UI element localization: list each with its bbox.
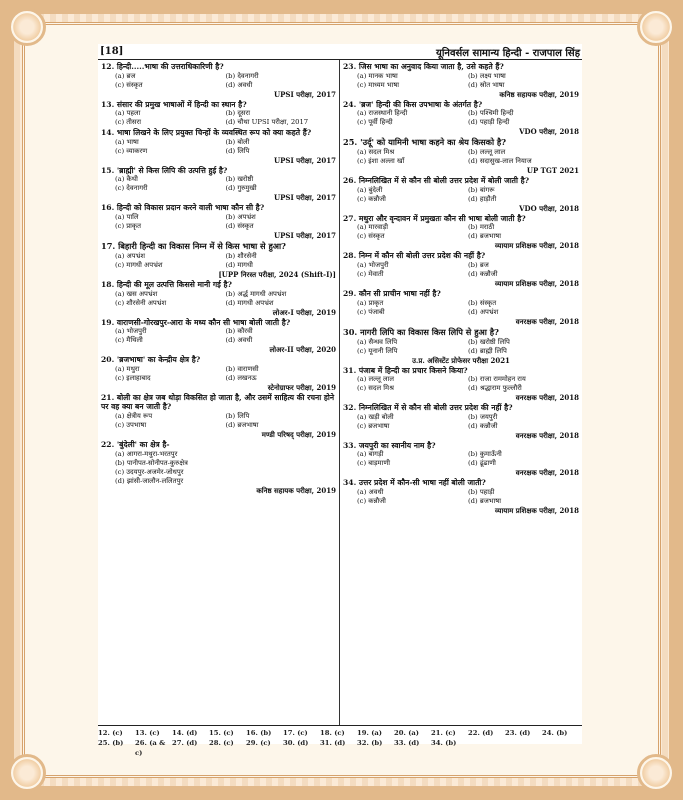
option: (d) अवधी bbox=[225, 80, 253, 89]
option: (d) चौथा UPSI परीक्षा, 2017 bbox=[225, 118, 309, 127]
option: (b) अपभ्रंश bbox=[225, 212, 256, 221]
question-block bbox=[101, 241, 336, 279]
option: (d) स्रोत भाषा bbox=[468, 80, 505, 89]
option: (d) ढूंढाणी bbox=[468, 459, 496, 468]
exam-source: वनरक्षक परीक्षा, 2018 bbox=[515, 468, 579, 478]
option: (b) संस्कृत bbox=[468, 298, 497, 307]
answer-item: 17. (c) bbox=[283, 729, 308, 737]
exam-source: व्यायाम प्रशिक्षक परीक्षा, 2018 bbox=[495, 505, 579, 515]
question-block bbox=[101, 440, 336, 495]
option: (c) प्राकृत bbox=[115, 221, 141, 230]
option: (c) तीसरा bbox=[115, 118, 142, 127]
question-number: 25. bbox=[343, 137, 361, 148]
option: (c) बाड़माणी bbox=[357, 459, 391, 468]
option: (d) श्रद्धाराम फुल्लौरी bbox=[468, 384, 522, 393]
exam-source: उ.प्र. असिस्टेंट प्रोफेसर परीक्षा 2021 bbox=[412, 355, 510, 365]
option: (c) उपभाषा bbox=[115, 420, 147, 429]
question-text bbox=[101, 241, 336, 252]
question-text bbox=[343, 289, 579, 299]
answer-item: 31. (d) bbox=[320, 739, 346, 747]
question-text bbox=[343, 176, 579, 186]
question-prompt: जयपुरी का स्वानीय नाम है? bbox=[358, 440, 436, 450]
question-prompt: संसार की प्रमुख भाषाओं में हिन्दी का स्थान है? bbox=[116, 99, 247, 109]
question-prompt: वाराणसी-गोरखपुर-आरा के मध्य कौन सी भाषा बोली जाती है? bbox=[116, 317, 291, 327]
option: (b) बोली bbox=[225, 137, 250, 146]
option: (d) पहाड़ी हिन्दी bbox=[468, 118, 510, 127]
options-grid bbox=[343, 223, 579, 241]
option: (b) ब्रज bbox=[468, 260, 489, 269]
options-grid bbox=[101, 252, 336, 270]
answer-key bbox=[98, 725, 582, 758]
options-grid bbox=[101, 450, 336, 486]
question-number: 27. bbox=[343, 213, 359, 223]
option: (a) पहला bbox=[115, 109, 141, 118]
question-prompt: 'बुंदेली' का क्षेत्र है- bbox=[116, 439, 170, 449]
question-block bbox=[101, 62, 336, 99]
question-prompt: हिन्दी.....भाषा की उत्तराधिकारिणी है? bbox=[116, 62, 224, 71]
question-prompt: उत्तर प्रदेश में कौन-सी भाषा नहीं बोली जाती? bbox=[358, 478, 486, 488]
question-text bbox=[343, 214, 579, 224]
question-number: 31. bbox=[343, 365, 359, 375]
options-grid bbox=[101, 327, 336, 345]
question-number: 24. bbox=[343, 99, 359, 109]
options-grid bbox=[101, 412, 336, 430]
question-prompt: 'ब्रज' हिन्दी की किस उपभाषा के अंतर्गत है? bbox=[358, 99, 483, 109]
question-number: 22. bbox=[101, 439, 117, 449]
answer-item: 26. (a & c) bbox=[135, 739, 166, 757]
answer-item: 14. (d) bbox=[172, 729, 198, 737]
option: (a) मारवाड़ी bbox=[357, 223, 389, 232]
answer-item: 13. (c) bbox=[135, 729, 160, 737]
option: (a) क्षेत्रीय रूप bbox=[115, 411, 153, 420]
question-number: 14. bbox=[101, 128, 117, 138]
option: (c) शौरसेनी अपभ्रंश bbox=[115, 298, 167, 307]
option: (a) कैथी bbox=[115, 175, 138, 184]
question-text bbox=[343, 366, 579, 376]
question-text bbox=[101, 203, 336, 213]
question-number: 21. bbox=[101, 392, 117, 402]
question-block bbox=[101, 166, 336, 203]
question-prompt: 'ब्राह्मी' से किस लिपि की उत्पत्ति हुई है? bbox=[116, 165, 228, 175]
option: (a) भोजपुरी bbox=[115, 327, 147, 336]
answer-item: 30. (d) bbox=[283, 739, 309, 747]
option: (c) संस्कृत bbox=[115, 80, 143, 89]
option: (a) बुंदेली bbox=[357, 185, 383, 194]
options-grid bbox=[101, 365, 336, 383]
option: (a) ब्रज bbox=[115, 71, 136, 80]
option: (d) लखनऊ bbox=[225, 373, 257, 382]
question-number: 13. bbox=[101, 99, 117, 109]
option: (c) देवनागरी bbox=[115, 184, 148, 193]
exam-source: VDO परीक्षा, 2018 bbox=[519, 203, 579, 213]
option: (a) सदल मिश्र bbox=[357, 148, 395, 157]
options-grid bbox=[101, 138, 336, 156]
question-prompt: मथुरा और वृन्दावन में प्रमुखतः कौन सी भाषा बोली जाती है? bbox=[358, 213, 526, 223]
question-prompt: हिन्दी को विकास प्रदान करने वाली भाषा कौन सी है? bbox=[116, 203, 265, 213]
question-number: 28. bbox=[343, 251, 359, 261]
answer-item: 12. (c) bbox=[98, 729, 123, 737]
answer-row bbox=[98, 738, 582, 758]
question-block bbox=[101, 203, 336, 240]
option: (c) इलाहाबाद bbox=[115, 373, 151, 382]
option: (c) मैथिली bbox=[115, 336, 143, 345]
option: (c) ब्रजभाषा bbox=[357, 421, 390, 430]
question-block bbox=[343, 214, 579, 251]
question-block bbox=[101, 280, 336, 317]
question-block bbox=[343, 403, 579, 440]
option: (b) खरोष्ठी bbox=[225, 175, 254, 184]
question-block bbox=[343, 251, 579, 288]
options-grid bbox=[343, 299, 579, 317]
exam-source: मण्डी परिषद् परीक्षा, 2019 bbox=[261, 429, 336, 439]
option: (d) लिपि bbox=[225, 146, 250, 155]
exam-source: स्टेनोग्राफर परीक्षा, 2019 bbox=[267, 382, 336, 392]
question-prompt: जिस भाषा का अनुवाद किया जाता है, उसे कहते हैं? bbox=[358, 62, 504, 71]
question-number: 16. bbox=[101, 203, 117, 213]
option: (d) झांसी-जालौन-ललितपुर bbox=[115, 476, 184, 485]
option: (d) ब्रजभाषा bbox=[225, 420, 259, 429]
option: (b) पानीपत-सोनीपत-कुरुक्षेत्र bbox=[115, 458, 188, 467]
question-block bbox=[343, 366, 579, 403]
option: (c) संस्कृत bbox=[357, 232, 385, 241]
options-grid bbox=[101, 175, 336, 193]
option: (c) इंशा अल्ला खाँ bbox=[357, 157, 405, 166]
question-block bbox=[343, 289, 579, 326]
option: (b) पश्चिमी हिन्दी bbox=[468, 109, 514, 118]
left-column bbox=[98, 60, 340, 725]
answer-item: 22. (d) bbox=[468, 729, 494, 737]
corner-ornament-icon bbox=[637, 754, 675, 792]
question-text bbox=[343, 251, 579, 261]
options-grid bbox=[101, 290, 336, 308]
option: (a) खस अपभ्रंश bbox=[115, 289, 158, 298]
question-prompt: निम्न में कौन सी बोली उत्तर प्रदेश की नहीं है? bbox=[358, 251, 486, 261]
question-prompt: निम्नलिखित में से कौन सी बोली उत्तर प्रदेश में बोली जाती है? bbox=[358, 176, 530, 186]
options-grid bbox=[101, 213, 336, 231]
exam-source: [UPP निरस्त परीक्षा, 2024 (Shift-I)] bbox=[218, 269, 336, 279]
option: (b) राजा राममोहन राय bbox=[468, 375, 526, 384]
exam-source: UPSI परीक्षा, 2017 bbox=[274, 193, 336, 203]
question-number: 17. bbox=[101, 240, 119, 251]
option: (b) लक्ष्य भाषा bbox=[468, 71, 506, 80]
answer-item: 32. (b) bbox=[357, 739, 383, 747]
option: (c) व्याकरण bbox=[115, 146, 148, 155]
question-number: 15. bbox=[101, 165, 117, 175]
question-number: 34. bbox=[343, 478, 359, 488]
option: (c) पंजाबी bbox=[357, 307, 385, 316]
question-text bbox=[101, 100, 336, 110]
question-text bbox=[343, 441, 579, 451]
question-block bbox=[101, 393, 336, 439]
option: (b) कौरवी bbox=[225, 327, 253, 336]
option: (a) खड़ी बोली bbox=[357, 412, 394, 421]
options-grid bbox=[343, 338, 579, 356]
question-text bbox=[343, 62, 579, 72]
options-grid bbox=[343, 450, 579, 468]
answer-item: 16. (b) bbox=[246, 729, 272, 737]
question-number: 20. bbox=[101, 355, 117, 365]
option: (a) सैन्धव लिपि bbox=[357, 337, 398, 346]
option: (c) पूर्वी हिन्दी bbox=[357, 118, 393, 127]
exam-source: वनरक्षक परीक्षा, 2018 bbox=[515, 393, 579, 403]
options-grid bbox=[343, 72, 579, 90]
exam-source: UPSI परीक्षा, 2017 bbox=[274, 89, 336, 99]
question-block bbox=[343, 176, 579, 213]
option: (c) उदयपुर-अजमेर-जोधपुर bbox=[115, 467, 184, 476]
question-text bbox=[101, 393, 336, 412]
question-text bbox=[101, 355, 336, 365]
option: (d) ब्रजभाषा bbox=[468, 232, 501, 241]
answer-item: 27. (d) bbox=[172, 739, 198, 747]
option: (b) दूसरा bbox=[225, 109, 251, 118]
option: (c) कन्नौजी bbox=[357, 496, 386, 505]
option: (d) गुरुमुखी bbox=[225, 184, 257, 193]
question-block bbox=[101, 128, 336, 165]
question-prompt: निम्नलिखित में से कौन सी बोली उत्तर प्रदेश की नहीं है? bbox=[358, 403, 513, 413]
option: (d) संस्कृत bbox=[225, 221, 254, 230]
answer-item: 28. (c) bbox=[209, 739, 234, 747]
option: (d) ब्रजभाषा bbox=[468, 496, 501, 505]
question-text bbox=[343, 327, 579, 338]
question-text bbox=[343, 100, 579, 110]
option: (b) पहाड़ी bbox=[468, 487, 495, 496]
question-text bbox=[101, 62, 336, 72]
answer-row bbox=[98, 728, 582, 738]
question-text bbox=[101, 128, 336, 138]
page-number: [18] bbox=[100, 46, 124, 57]
option: (a) अपभ्रंश bbox=[115, 251, 145, 260]
question-text bbox=[343, 403, 579, 413]
option: (d) मागधी bbox=[225, 260, 253, 269]
question-prompt: नागरी लिपि का विकास किस लिपि से हुआ है? bbox=[360, 326, 499, 337]
question-text bbox=[101, 280, 336, 290]
exam-source: वनरक्षक परीक्षा, 2018 bbox=[515, 316, 579, 326]
answer-item: 33. (d) bbox=[394, 739, 420, 747]
exam-source: UPSI परीक्षा, 2017 bbox=[274, 155, 336, 165]
question-number: 33. bbox=[343, 440, 359, 450]
option: (c) सदल मिश्र bbox=[357, 384, 394, 393]
options-grid bbox=[343, 261, 579, 279]
question-prompt: 'उर्दू' को यामिनी भाषा कहने का श्रेय किसको है? bbox=[360, 137, 507, 148]
exam-source: UPSI परीक्षा, 2017 bbox=[274, 230, 336, 240]
question-block bbox=[343, 137, 579, 175]
question-number: 19. bbox=[101, 317, 117, 327]
answer-item: 25. (b) bbox=[98, 739, 124, 747]
option: (c) कन्नौजी bbox=[357, 194, 386, 203]
question-number: 23. bbox=[343, 62, 359, 71]
option: (b) वाराणसी bbox=[225, 364, 259, 373]
options-grid bbox=[343, 413, 579, 431]
question-number: 18. bbox=[101, 279, 117, 289]
question-block bbox=[343, 441, 579, 478]
question-prompt: कौन सी प्राचीन भाषा नहीं है? bbox=[358, 288, 441, 298]
answer-item: 20. (a) bbox=[394, 729, 420, 737]
option: (a) आगरा-मथुरा-भरतपुर bbox=[115, 449, 178, 458]
option: (b) शौरसेनी bbox=[225, 251, 257, 260]
question-text bbox=[101, 440, 336, 450]
option: (d) हाड़ौती bbox=[468, 194, 497, 203]
option: (a) लल्लू लाल bbox=[357, 375, 394, 384]
exam-source: वनरक्षक परीक्षा, 2018 bbox=[515, 430, 579, 440]
question-block bbox=[343, 478, 579, 515]
question-block bbox=[101, 100, 336, 128]
options-grid bbox=[101, 109, 336, 127]
question-text bbox=[343, 478, 579, 488]
exam-source: लोअर-I परीक्षा, 2019 bbox=[272, 307, 336, 317]
question-prompt: 'ब्रजभाषा' का केन्द्रीय क्षेत्र है? bbox=[116, 355, 201, 365]
question-prompt: हिन्दी की मूल उत्पत्ति किससे मानी गई है? bbox=[116, 279, 232, 289]
exam-source: VDO परीक्षा, 2018 bbox=[519, 127, 579, 137]
option: (a) भाषा bbox=[115, 137, 139, 146]
option: (c) मागधी अपभ्रंश bbox=[115, 260, 163, 269]
exam-source: व्यायाम प्रशिक्षक परीक्षा, 2018 bbox=[495, 278, 579, 288]
options-grid bbox=[343, 488, 579, 506]
option: (c) माध्यम भाषा bbox=[357, 80, 400, 89]
question-prompt: पंजाब में हिन्दी का प्रचार किसने किया? bbox=[358, 365, 468, 375]
question-number: 30. bbox=[343, 326, 361, 337]
option: (b) लल्लू लाल bbox=[468, 148, 506, 157]
option: (b) देवनागरी bbox=[225, 71, 259, 80]
option: (a) बागड़ी bbox=[357, 450, 384, 459]
question-block bbox=[101, 318, 336, 355]
option: (d) कन्नौजी bbox=[468, 269, 498, 278]
question-block bbox=[343, 100, 579, 137]
answer-item: 18. (c) bbox=[320, 729, 345, 737]
option: (a) मानक भाषा bbox=[357, 71, 398, 80]
corner-ornament-icon bbox=[637, 8, 675, 46]
answer-item: 23. (d) bbox=[505, 729, 531, 737]
option: (a) प्राकृत bbox=[357, 298, 384, 307]
option: (b) खरोष्ठी लिपि bbox=[468, 337, 510, 346]
question-block bbox=[343, 327, 579, 365]
question-text bbox=[101, 318, 336, 328]
question-prompt: बोली का क्षेत्र जब थोड़ा विकसित हो जाता है, और उसमें साहित्य की रचना होने पर वह क्या बन जाती है? bbox=[101, 392, 335, 412]
option: (d) अवधी bbox=[225, 336, 253, 345]
corner-ornament-icon bbox=[8, 754, 46, 792]
answer-item: 34. (b) bbox=[431, 739, 457, 747]
question-block bbox=[343, 62, 579, 99]
question-text bbox=[343, 137, 579, 148]
option: (b) कुमाऊँनी bbox=[468, 450, 502, 459]
question-prompt: भाषा लिखने के लिए प्रयुक्त चिन्हों के व्यवस्थित रूप को क्या कहते हैं? bbox=[116, 128, 312, 138]
option: (b) बांगरू bbox=[468, 185, 495, 194]
answer-item: 19. (a) bbox=[357, 729, 383, 737]
option: (b) मराठी bbox=[468, 223, 495, 232]
exam-source: कनिष्ठ सहायक परीक्षा, 2019 bbox=[256, 485, 336, 495]
question-prompt: बिहारी हिन्दी का विकास निम्न में से किस भाषा से हुआ? bbox=[118, 240, 286, 251]
option: (d) कन्नौजी bbox=[468, 421, 498, 430]
answer-item: 29. (c) bbox=[246, 739, 271, 747]
question-number: 29. bbox=[343, 288, 359, 298]
options-grid bbox=[343, 375, 579, 393]
options-grid bbox=[343, 186, 579, 204]
question-number: 26. bbox=[343, 176, 359, 186]
option: (b) लिपि bbox=[225, 411, 250, 420]
answer-item: 21. (c) bbox=[431, 729, 456, 737]
page-content bbox=[98, 44, 582, 757]
exam-source: कनिष्ठ सहायक परीक्षा, 2019 bbox=[499, 89, 579, 99]
option: (d) ब्राह्मी लिपि bbox=[468, 346, 507, 355]
options-grid bbox=[343, 148, 579, 166]
option: (a) मथुरा bbox=[115, 364, 140, 373]
page-header bbox=[98, 44, 582, 60]
corner-ornament-icon bbox=[8, 8, 46, 46]
right-column bbox=[340, 60, 582, 725]
option: (d) मागधी अपभ्रंश bbox=[225, 298, 274, 307]
option: (a) भोजपुरी bbox=[357, 260, 389, 269]
book-title: यूनिवर्सल सामान्य हिन्दी - राजपाल सिंह bbox=[436, 47, 580, 59]
option: (b) जयपुरी bbox=[468, 412, 498, 421]
option: (c) मेवाती bbox=[357, 269, 384, 278]
answer-item: 24. (b) bbox=[542, 729, 568, 737]
options-grid bbox=[343, 109, 579, 127]
option: (a) पालि bbox=[115, 212, 139, 221]
option: (b) अर्द्ध मागधी अपभ्रंश bbox=[225, 289, 287, 298]
option: (d) सदासुख-लाल नियाज bbox=[468, 157, 532, 166]
option: (a) राजस्थानी हिन्दी bbox=[357, 109, 408, 118]
question-number: 12. bbox=[101, 62, 117, 71]
option: (d) अपभ्रंश bbox=[468, 307, 499, 316]
exam-source: लोअर-II परीक्षा, 2020 bbox=[269, 345, 336, 355]
option: (c) यूनानी लिपि bbox=[357, 346, 398, 355]
question-text bbox=[101, 166, 336, 176]
question-block bbox=[101, 355, 336, 392]
options-grid bbox=[101, 72, 336, 90]
option: (a) अवधी bbox=[357, 487, 384, 496]
exam-source: UP TGT 2021 bbox=[526, 166, 579, 176]
exam-source: व्यायाम प्रशिक्षक परीक्षा, 2018 bbox=[495, 241, 579, 251]
question-number: 32. bbox=[343, 403, 359, 413]
answer-item: 15. (c) bbox=[209, 729, 234, 737]
